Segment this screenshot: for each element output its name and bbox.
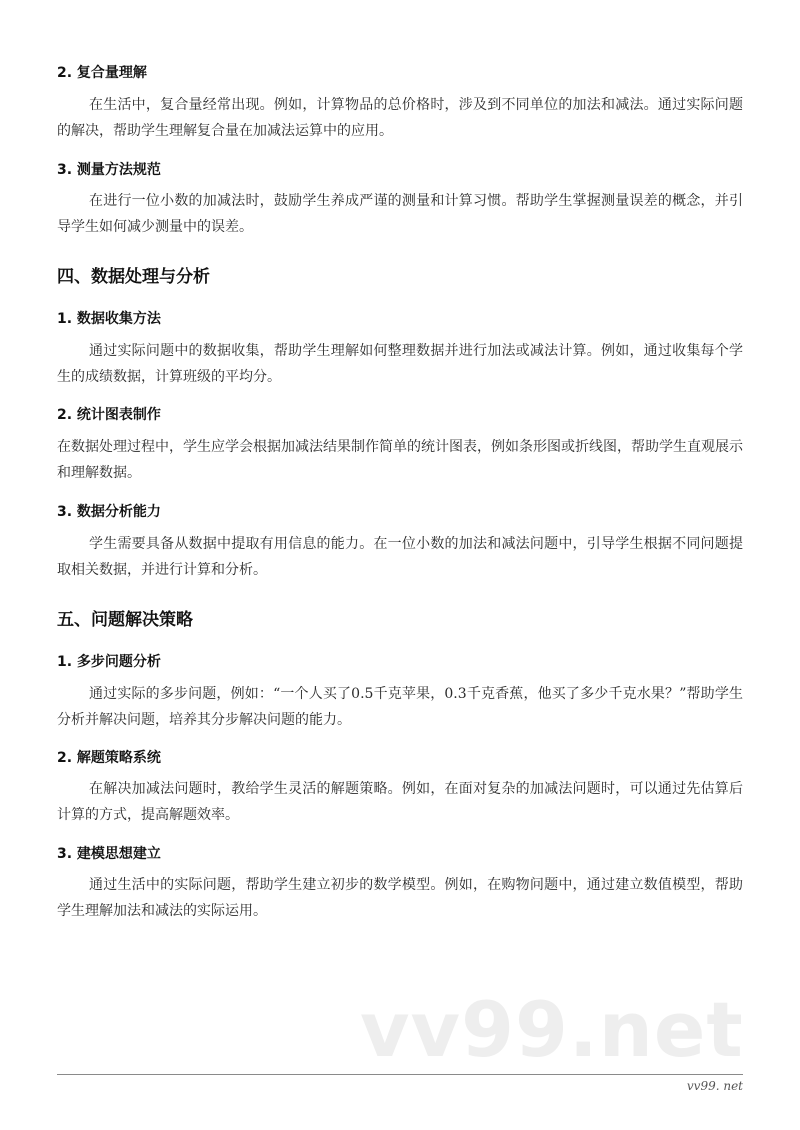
paragraph-data-analysis: 学生需要具备从数据中提取有用信息的能力。在一位小数的加法和减法问题中，引导学生根据不同问题提取相关数据，并进行计算和分析。 bbox=[57, 536, 743, 578]
subheading-multistep-problems: 1. 多步问题分析 bbox=[57, 654, 161, 670]
paragraph-multistep-problems: 通过实际的多步问题，例如：“一个人买了0.5千克苹果，0.3千克香蕉，他买了多少千克水果？”帮助学生分析并解决问题，培养其分步解决问题的能力。 bbox=[57, 686, 743, 728]
paragraph-measurement-norms: 在进行一位小数的加减法时，鼓励学生养成严谨的测量和计算习惯。帮助学生掌握测量误差的概念，并引导学生如何减少测量中的误差。 bbox=[57, 193, 743, 235]
paragraph-compound-quantity: 在生活中，复合量经常出现。例如，计算物品的总价格时，涉及到不同单位的加法和减法。通过实际问题的解决，帮助学生理解复合量在加减法运算中的应用。 bbox=[57, 97, 743, 139]
section-heading-data-processing: 四、数据处理与分析 bbox=[57, 267, 210, 287]
footer-divider bbox=[57, 1074, 743, 1075]
subheading-data-collection: 1. 数据收集方法 bbox=[57, 311, 161, 327]
section-heading-problem-solving: 五、问题解决策略 bbox=[57, 610, 193, 630]
subheading-compound-quantity: 2. 复合量理解 bbox=[57, 65, 147, 81]
subheading-solving-strategies: 2. 解题策略系统 bbox=[57, 750, 161, 766]
watermark-logo: vv99.net bbox=[360, 985, 744, 1074]
footer-site-label: vv99. net bbox=[686, 1079, 743, 1093]
paragraph-modeling-thinking: 通过生活中的实际问题，帮助学生建立初步的数学模型。例如，在购物问题中，通过建立数值模型，帮助学生理解加法和减法的实际运用。 bbox=[57, 877, 743, 919]
subheading-data-analysis: 3. 数据分析能力 bbox=[57, 504, 161, 520]
paragraph-data-collection: 通过实际问题中的数据收集，帮助学生理解如何整理数据并进行加法或减法计算。例如，通过收集每个学生的成绩数据，计算班级的平均分。 bbox=[57, 343, 743, 385]
subheading-chart-making: 2. 统计图表制作 bbox=[57, 407, 161, 423]
subheading-measurement-norms: 3. 测量方法规范 bbox=[57, 162, 161, 178]
paragraph-chart-making: 在数据处理过程中，学生应学会根据加减法结果制作简单的统计图表，例如条形图或折线图，帮助学生直观展示和理解数据。 bbox=[57, 439, 743, 481]
paragraph-solving-strategies: 在解决加减法问题时，教给学生灵活的解题策略。例如，在面对复杂的加减法问题时，可以通过先估算后计算的方式，提高解题效率。 bbox=[57, 781, 743, 823]
subheading-modeling-thinking: 3. 建模思想建立 bbox=[57, 846, 161, 862]
